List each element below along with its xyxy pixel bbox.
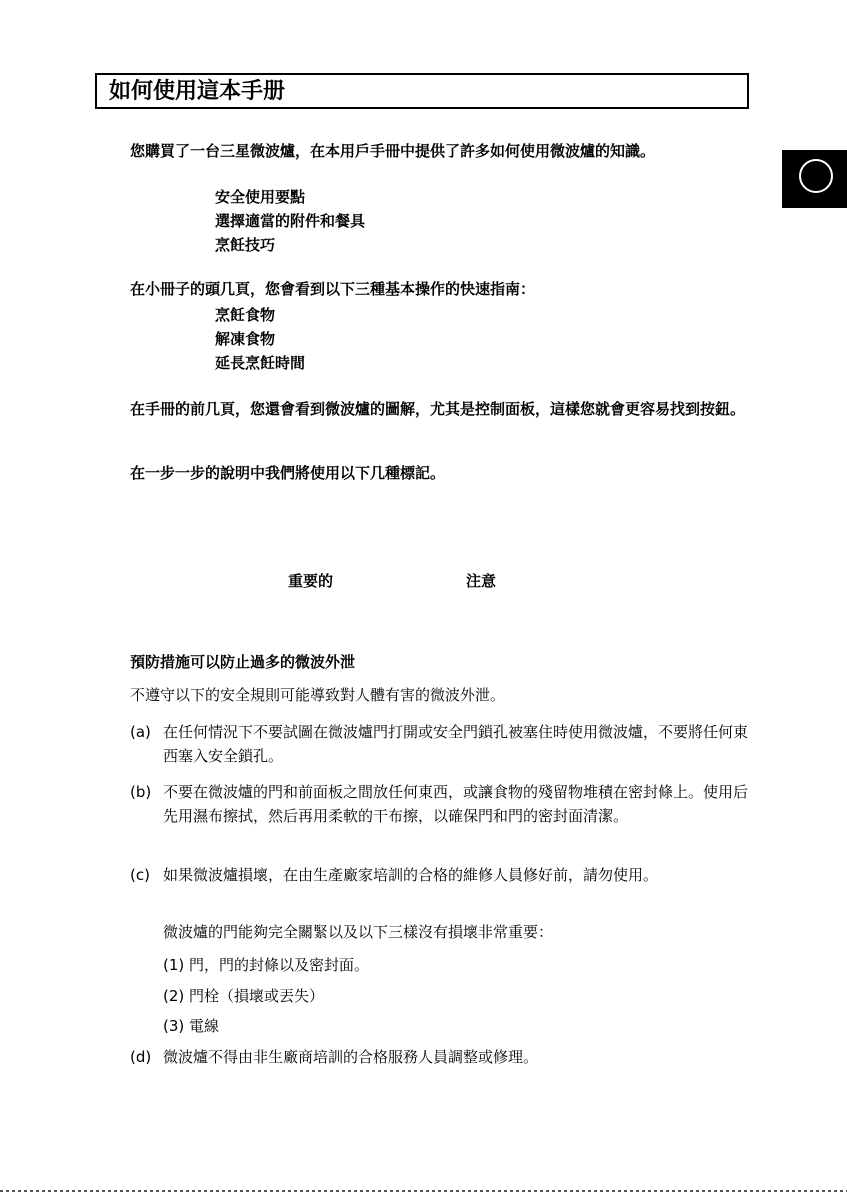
page-title: 如何使用這本手册 xyxy=(109,79,286,104)
mark-important-label: 重要的 xyxy=(288,572,334,590)
safety-c-sub: 微波爐的門能夠完全關緊以及以下三樣沒有損壞非常重要： xyxy=(163,923,554,941)
section-tab xyxy=(782,150,847,208)
safety-heading: 預防措施可以防止過多的微波外泄 xyxy=(130,653,356,671)
marks-intro: 在一步一步的說明中我們將使用以下几種標記。 xyxy=(130,464,446,482)
safety-d-label: (d) xyxy=(130,1048,152,1066)
intro-paragraph: 您購買了一台三星微波爐，在本用戶手冊中提供了許多如何使用微波爐的知識。 xyxy=(130,142,656,160)
safety-b-label: (b) xyxy=(130,783,152,801)
page-title-box xyxy=(95,73,749,109)
intro-item-2: 選擇適當的附件和餐具 xyxy=(215,212,366,230)
quick-item-1: 烹飪食物 xyxy=(215,306,276,324)
mark-note-label: 注意 xyxy=(466,572,497,590)
intro-item-1: 安全使用要點 xyxy=(215,188,306,206)
safety-intro: 不遵守以下的安全規則可能導致對人體有害的微波外泄。 xyxy=(130,686,506,704)
safety-d-text: 微波爐不得由非生廠商培訓的合格服務人員調整或修理。 xyxy=(163,1048,539,1066)
safety-c-item-1: (1) 門，門的封條以及密封面。 xyxy=(163,956,370,974)
tab-circle-icon xyxy=(799,159,833,193)
quick-item-2: 解凍食物 xyxy=(215,330,276,348)
quick-item-3: 延長烹飪時間 xyxy=(215,354,306,372)
quick-guide-paragraph: 在小冊子的頭几頁，您會看到以下三種基本操作的快速指南： xyxy=(130,280,536,298)
safety-a-text: 在任何情況下不要試圖在微波爐門打開或安全門鎖孔被塞住時使用微波爐，不要將任何東西塞入安全鎖孔。 xyxy=(163,723,749,765)
front-pages-paragraph: 在手冊的前几頁，您還會看到微波爐的圖解，尤其是控制面板，這樣您就會更容易找到按鈕。 xyxy=(130,400,746,418)
safety-c-item-3: (3) 電線 xyxy=(163,1017,220,1035)
intro-item-3: 烹飪技巧 xyxy=(215,236,276,254)
safety-b-text: 不要在微波爐的門和前面板之間放任何東西，或讓食物的殘留物堆積在密封條上。使用后先用濕布擦拭，然后再用柔軟的干布擦，以確保門和門的密封面清潔。 xyxy=(163,783,749,825)
safety-c-item-2: (2) 門栓（損壞或丟失） xyxy=(163,987,325,1005)
safety-c-text: 如果微波爐損壞，在由生產廠家培訓的合格的維修人員修好前，請勿使用。 xyxy=(163,866,659,884)
safety-c-label: (c) xyxy=(130,866,150,884)
safety-a-label: (a) xyxy=(130,723,151,741)
